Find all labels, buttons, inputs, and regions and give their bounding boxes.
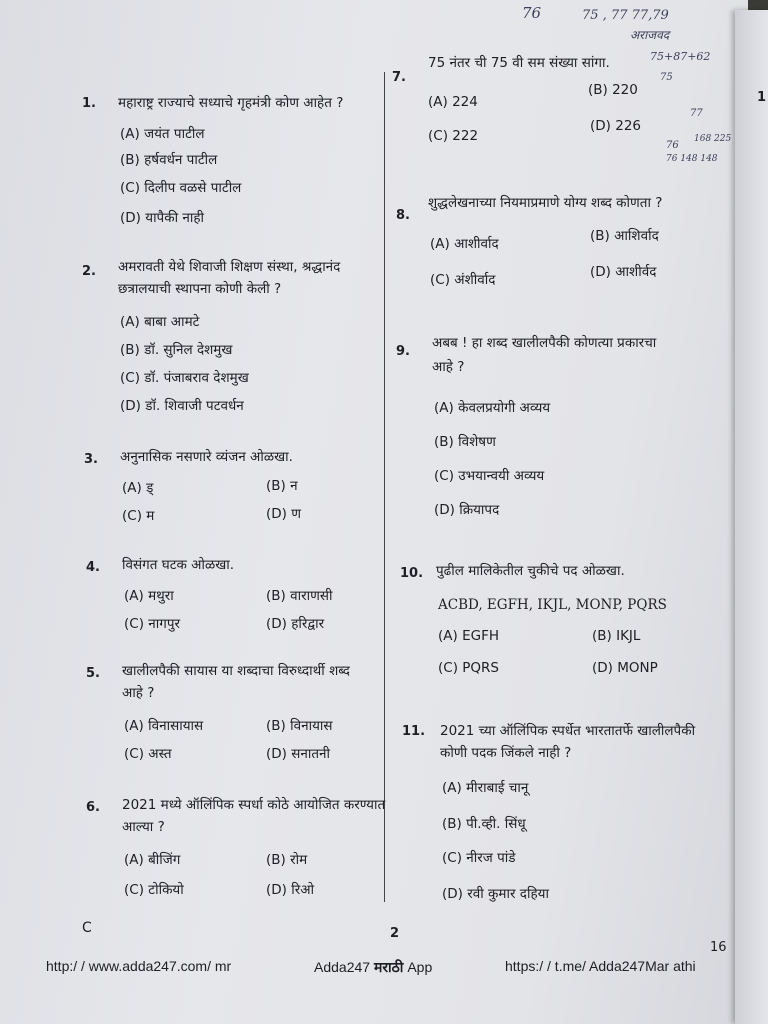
- option-b[interactable]: (B) वाराणसी: [266, 588, 333, 604]
- option-c[interactable]: (C) डॉ. पंजाबराव देशमुख: [120, 370, 249, 386]
- handwritten-note-top-left: 76: [522, 4, 542, 22]
- option-b[interactable]: (B) रोम: [266, 852, 308, 868]
- question-number: 9.: [396, 344, 410, 359]
- option-c[interactable]: (C) नागपुर: [124, 616, 181, 632]
- question-number: 8.: [396, 208, 410, 223]
- question-number: 4.: [86, 560, 100, 575]
- app-promo: Adda247 मराठी App: [314, 959, 433, 975]
- option-d[interactable]: (D) हरिद्वार: [266, 616, 325, 632]
- handwritten-note-top: 75 , 77 77,79: [582, 8, 669, 23]
- handwritten-calc-e: 168 225: [694, 134, 732, 144]
- option-c[interactable]: (C) अस्त: [124, 746, 172, 762]
- option-d[interactable]: (D) सनातनी: [266, 746, 331, 762]
- option-c[interactable]: (C) म: [122, 508, 155, 524]
- option-b[interactable]: (B) हर्षवर्धन पाटील: [120, 152, 218, 168]
- option-b[interactable]: (B) न: [266, 478, 298, 494]
- option-c[interactable]: (C) टोकियो: [124, 882, 184, 898]
- website-link[interactable]: http:/ / www.adda247.com/ mr: [46, 958, 232, 974]
- handwritten-calc-a: 75: [660, 72, 673, 83]
- option-a[interactable]: (A) बाबा आमटे: [120, 314, 200, 330]
- next-page-text: 1: [757, 90, 767, 105]
- option-d[interactable]: (D) रिओ: [266, 882, 315, 898]
- option-b[interactable]: (B) 220: [588, 82, 638, 98]
- question-text: 2021 च्या ऑलिंपिक स्पर्धेत भारतातर्फे खालीलपैकी: [440, 723, 696, 739]
- option-d[interactable]: (D) ण: [266, 506, 301, 522]
- question-text: अनुनासिक नसणारे व्यंजन ओळखा.: [120, 449, 293, 465]
- option-d[interactable]: (D) क्रियापद: [434, 502, 500, 518]
- question-text: शुद्धलेखनाच्या नियमाप्रमाणे योग्य शब्द कोणता ?: [428, 195, 663, 211]
- option-a[interactable]: (A) EGFH: [438, 628, 499, 644]
- option-a[interactable]: (A) मीराबाई चानू: [442, 780, 529, 796]
- question-number: 1.: [82, 96, 96, 111]
- question-number: 5.: [86, 666, 100, 681]
- question-text: 2021 मध्ये ऑलिंपिक स्पर्धा कोठे आयोजित करण्यात: [122, 797, 386, 813]
- next-page-edge: [735, 10, 768, 1024]
- option-b[interactable]: (B) आशिर्वाद: [590, 228, 659, 244]
- option-b[interactable]: (B) पी.व्ही. सिंधू: [442, 816, 526, 832]
- column-divider: [384, 72, 385, 902]
- question-number: 6.: [86, 800, 100, 815]
- option-d[interactable]: (D) डॉ. शिवाजी पटवर्धन: [120, 398, 244, 414]
- question-text: महाराष्ट्र राज्याचे सध्याचे गृहमंत्री कोण आहेत ?: [118, 95, 344, 111]
- option-b[interactable]: (B) डॉ. सुनिल देशमुख: [120, 342, 233, 358]
- option-b[interactable]: (B) विनायास: [266, 718, 333, 734]
- option-c[interactable]: (C) नीरज पांडे: [442, 850, 516, 866]
- question-text: आहे ?: [432, 359, 465, 375]
- option-c[interactable]: (C) उभयान्वयी अव्यय: [434, 468, 545, 484]
- question-number: 7.: [392, 70, 406, 85]
- option-d[interactable]: (D) आशीर्वद: [590, 264, 657, 280]
- set-code: C: [82, 920, 92, 936]
- option-c[interactable]: (C) 222: [428, 128, 479, 144]
- question-text: कोणी पदक जिंकले नाही ?: [440, 745, 572, 761]
- option-c[interactable]: (C) PQRS: [438, 660, 499, 676]
- option-a[interactable]: (A) जयंत पाटील: [120, 126, 205, 142]
- page-number: 2: [390, 926, 400, 941]
- option-a[interactable]: (A) आशीर्वाद: [430, 236, 499, 252]
- handwritten-note-word: अराजवद: [630, 28, 670, 42]
- handwritten-calc-c: 76: [666, 140, 679, 151]
- sheet-number: 16: [710, 940, 727, 955]
- option-a[interactable]: (A) 224: [428, 94, 478, 110]
- question-number: 2.: [82, 264, 96, 279]
- telegram-link[interactable]: https:/ / t.me/ Adda247Mar athi: [505, 958, 696, 974]
- question-number: 3.: [84, 452, 98, 467]
- option-d[interactable]: (D) यापैकी नाही: [120, 210, 205, 226]
- option-d[interactable]: (D) रवी कुमार दहिया: [442, 886, 549, 902]
- option-c[interactable]: (C) अंशीर्वाद: [430, 272, 496, 288]
- question-text: पुढील मालिकेतील चुकीचे पद ओळखा.: [436, 563, 625, 579]
- question-text: 75 नंतर ची 75 वी सम संख्या सांगा.: [428, 55, 610, 71]
- option-c[interactable]: (C) दिलीप वळसे पाटील: [120, 180, 242, 196]
- question-text: अमरावती येथे शिवाजी शिक्षण संस्था, श्रद्धानंद: [118, 259, 341, 275]
- option-a[interactable]: (A) विनासायास: [124, 718, 204, 734]
- question-text: खालीलपैकी सायास या शब्दाचा विरुध्दार्थी शब्द: [122, 663, 350, 679]
- option-b[interactable]: (B) IKJL: [592, 628, 641, 644]
- option-d[interactable]: (D) MONP: [592, 660, 658, 676]
- option-b[interactable]: (B) विशेषण: [434, 434, 496, 450]
- question-text: आहे ?: [122, 685, 155, 701]
- question-series: ACBD, EGFH, IKJL, MONP, PQRS: [438, 597, 667, 613]
- question-number: 10.: [400, 566, 424, 581]
- option-d[interactable]: (D) 226: [590, 118, 642, 134]
- handwritten-calc-b: 77: [690, 108, 703, 119]
- option-a[interactable]: (A) बीजिंग: [124, 852, 181, 868]
- question-text: अबब ! हा शब्द खालीलपैकी कोणत्या प्रकारचा: [432, 335, 657, 351]
- question-text: छत्रालयाची स्थापना कोणी केली ?: [118, 281, 282, 297]
- handwritten-calc-d: 76 148 148: [666, 154, 718, 164]
- option-a[interactable]: (A) मथुरा: [124, 588, 174, 604]
- question-text: आल्या ?: [122, 819, 165, 835]
- question-number: 11.: [402, 724, 426, 739]
- handwritten-note-q7: 75+87+62: [650, 50, 711, 63]
- question-text: विसंगत घटक ओळखा.: [122, 557, 235, 573]
- option-a[interactable]: (A) केवलप्रयोगी अव्यय: [434, 400, 551, 416]
- option-a[interactable]: (A) ड्: [122, 480, 154, 496]
